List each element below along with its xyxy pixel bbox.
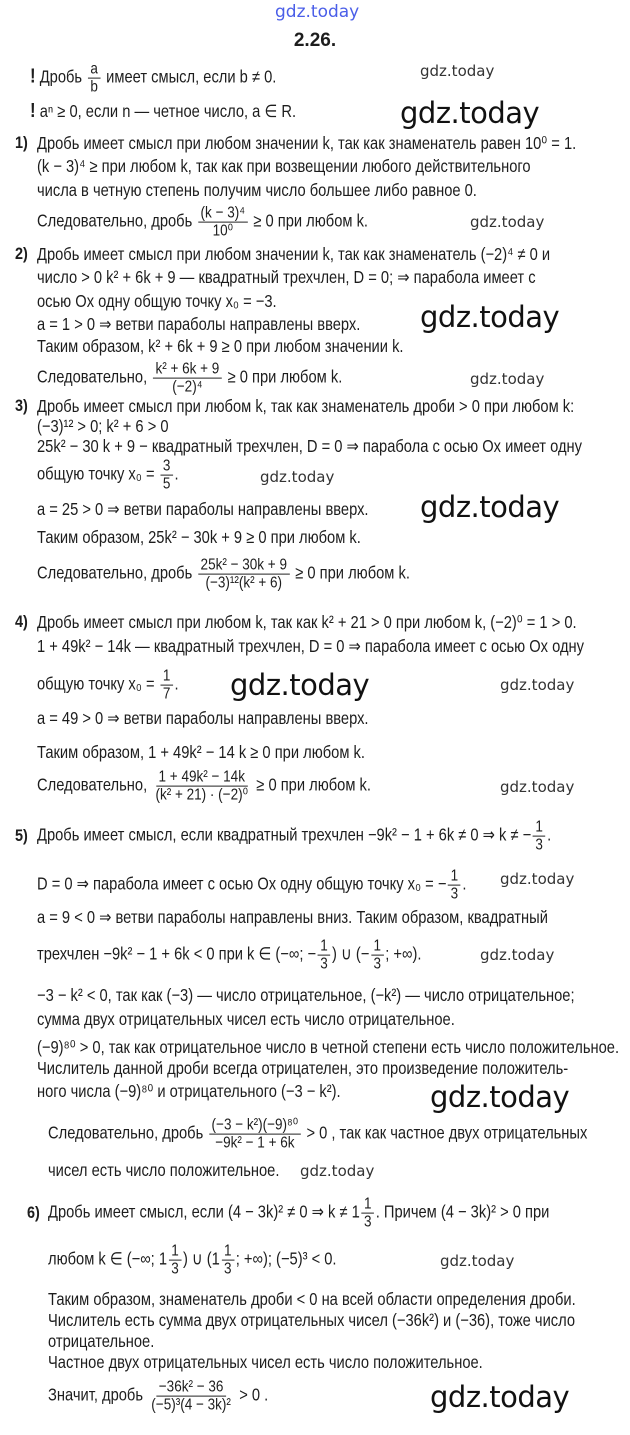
text-line: [37, 267, 536, 287]
text-line: [37, 499, 369, 519]
numerator: 3: [160, 458, 173, 476]
text-segment: Дробь имеет смысл при любом значении k, так как знаменатель равен 10⁰ = 1.: [37, 133, 577, 153]
numerator: (k − 3)⁴: [198, 205, 248, 223]
denominator: (−2)⁴: [172, 377, 203, 396]
item-number: 1): [15, 133, 28, 152]
text-line: [37, 1009, 455, 1029]
text-segment: > 0 , так как частное двух отрицательных: [302, 1122, 588, 1143]
text-line: [48, 1379, 268, 1414]
text-line: [37, 314, 360, 334]
text-segment: ≥ 0 при любом k.: [223, 366, 343, 387]
text-line: [48, 1196, 549, 1231]
text-segment: ≥ 0 при любом k.: [291, 562, 410, 583]
text-line: [48, 1352, 483, 1372]
text-segment: Дробь имеет смысл при любом значении k, так как знаменатель (−2)⁴ ≠ 0 и: [37, 244, 551, 264]
denominator: 10⁰: [212, 221, 234, 240]
numerator: 1: [448, 868, 461, 886]
fraction: [153, 361, 222, 396]
item-number: 5): [15, 826, 28, 845]
text-line: [37, 612, 577, 632]
numerator: 1: [318, 938, 331, 956]
denominator: −9k² − 1 + 6k: [215, 1133, 295, 1152]
watermark: gdz.today: [500, 778, 575, 796]
text-line: [37, 708, 369, 728]
numerator: k² + 6k + 9: [153, 361, 222, 379]
text-line: [37, 938, 421, 973]
text-segment: (k − 3)⁴ ≥ при любом k, так как при возвещении любого действительного: [37, 156, 531, 176]
denominator: 3: [171, 1259, 179, 1278]
watermark: gdz.today: [430, 1380, 570, 1414]
fraction: [149, 1379, 234, 1414]
text-line: [37, 1037, 619, 1057]
numerator: 1 + 49k² − 14k: [156, 769, 247, 787]
fraction: [198, 557, 289, 592]
text-line: [37, 133, 576, 153]
text-segment: ≥ 0 при любом k.: [249, 210, 369, 231]
text-segment: общую точку x₀ =: [37, 673, 159, 694]
text-segment: (−3)¹² > 0; k² + 6 > 0: [37, 416, 169, 436]
text-line: [37, 416, 169, 436]
denominator: 3: [450, 884, 459, 903]
item-number: 3): [15, 396, 28, 415]
text-segment: сумма двух отрицательных чисел есть число отрицательное.: [37, 1009, 455, 1029]
text-segment: Следовательно,: [37, 774, 152, 795]
watermark-top: gdz.today: [275, 2, 360, 22]
text-segment: ; +∞); (−5)³ < 0.: [235, 1248, 337, 1269]
text-line: [37, 907, 548, 927]
text-line: [37, 361, 342, 396]
watermark: gdz.today: [470, 213, 545, 231]
text-segment: (−9)⁸⁰ > 0, так как отрицательное число в четной степени есть число положительное.: [37, 1037, 620, 1057]
watermark: gdz.today: [230, 668, 370, 702]
denominator: 5: [162, 474, 171, 493]
text-line: [37, 985, 575, 1005]
text-line: [37, 436, 582, 456]
numerator: 1: [169, 1243, 182, 1261]
text-segment: .: [547, 824, 552, 845]
text-segment: 25k² − 30 k + 9 − квадратный трехчлен, D = 0 ⇒ парабола с осью Ox имеет одну: [37, 436, 582, 456]
text-segment: общую точку x₀ =: [37, 463, 159, 484]
text-line: [37, 205, 368, 240]
numerator: 1: [222, 1243, 235, 1261]
watermark: gdz.today: [440, 1252, 515, 1270]
text-line: [37, 180, 477, 200]
text-segment: a = 25 > 0 ⇒ ветви параболы направлены вверх.: [37, 499, 369, 519]
fraction: [198, 205, 248, 240]
fraction: [160, 458, 173, 493]
watermark: gdz.today: [400, 96, 540, 130]
text-segment: Следовательно, дробь: [37, 562, 197, 583]
numerator: (−3 − k²)(−9)⁸⁰: [209, 1117, 301, 1135]
text-line: [37, 1081, 341, 1101]
text-line: [37, 244, 550, 264]
fraction: [209, 1117, 301, 1152]
text-segment: . Причем (4 − 3k)² > 0 при: [375, 1201, 550, 1222]
exclamation-icon: !: [30, 100, 36, 122]
text-segment: Числитель данной дроби всегда отрицателен, это произведение положитель-: [37, 1058, 569, 1078]
fraction: [371, 938, 384, 973]
text-segment: числа в четную степень получим число большее либо равное 0.: [37, 180, 477, 200]
fraction: [153, 769, 251, 804]
text-segment: Следовательно,: [37, 366, 152, 387]
text-segment: Дробь имеет смысл при любом k, так как знаменатель дроби > 0 при любом k:: [37, 396, 575, 416]
text-segment: отрицательное.: [48, 1331, 155, 1351]
denominator: 3: [535, 835, 543, 854]
text-line: [37, 527, 361, 547]
numerator: 1: [371, 938, 384, 956]
text-segment: ного числа (−9)⁸⁰ и отрицательного (−3 − k²).: [37, 1081, 341, 1101]
text-segment: имеет смысл, если b ≠ 0.: [102, 66, 277, 87]
text-line: [37, 868, 466, 903]
watermark: gdz.today: [300, 1162, 375, 1180]
text-segment: Дробь имеет смысл, если (4 − 3k)² ≠ 0 ⇒ k ≠ 1: [48, 1201, 360, 1222]
text-segment: трехчлен −9k² − 1 + 6k < 0 при k ∈ (−∞; −: [37, 943, 317, 964]
item-number: 2): [15, 244, 28, 263]
text-line: [37, 668, 179, 703]
watermark: gdz.today: [420, 490, 560, 524]
text-line: [30, 101, 296, 121]
fraction: [318, 938, 331, 973]
text-line: [37, 291, 277, 311]
fraction: [88, 61, 101, 96]
text-segment: a = 9 < 0 ⇒ ветви параболы направлены вниз. Таким образом, квадратный: [37, 907, 548, 927]
text-segment: любом k ∈ (−∞; 1: [48, 1248, 168, 1269]
text-segment: Частное двух отрицательных чисел есть число положительное.: [48, 1352, 483, 1372]
exclamation-icon: !: [30, 65, 36, 88]
watermark: gdz.today: [420, 300, 560, 334]
text-line: [48, 1243, 337, 1278]
text-line: [37, 336, 404, 356]
fraction: [160, 668, 173, 703]
text-segment: .: [462, 873, 467, 894]
text-line: [48, 1117, 587, 1152]
text-line: [37, 636, 584, 656]
text-segment: Числитель есть сумма двух отрицательных чисел (−36k²) и (−36), тоже число: [48, 1310, 576, 1330]
text-segment: Таким образом, знаменатель дроби < 0 на всей области определения дроби.: [48, 1289, 576, 1309]
text-segment: .: [174, 463, 179, 484]
text-line: [37, 557, 410, 592]
item-number: 6): [27, 1203, 40, 1222]
fraction: [169, 1243, 182, 1278]
text-segment: ≥ 0 при любом k.: [252, 774, 371, 795]
numerator: 1: [361, 1196, 374, 1214]
watermark: gdz.today: [500, 870, 575, 888]
text-segment: осью Ox одну общую точку x₀ = −3.: [37, 291, 277, 311]
fraction: [361, 1196, 374, 1231]
text-line: [37, 769, 371, 804]
text-segment: Таким образом, 25k² − 30k + 9 ≥ 0 при любом k.: [37, 527, 361, 547]
text-line: [37, 819, 551, 854]
text-segment: ) ∪ (−: [332, 943, 370, 964]
text-segment: число > 0 k² + 6k + 9 — квадратный трехчлен, D = 0; ⇒ парабола имеет с: [37, 267, 536, 287]
text-line: [48, 1289, 576, 1309]
text-line: [48, 1160, 279, 1180]
text-segment: .: [174, 673, 179, 694]
text-line: [48, 1331, 154, 1351]
text-segment: Дробь: [35, 66, 87, 87]
text-segment: ) ∪ (1: [182, 1248, 220, 1269]
denominator: 3: [320, 954, 328, 973]
watermark: gdz.today: [470, 370, 545, 388]
text-segment: > 0 .: [235, 1384, 269, 1405]
denominator: 3: [373, 954, 382, 973]
text-line: [37, 1058, 568, 1078]
text-segment: 1 + 49k² − 14k — квадратный трехчлен, D = 0 ⇒ парабола имеет с осью Ox одну: [37, 636, 585, 656]
text-segment: −3 − k² < 0, так как (−3) — число отрицательное, (−k²) — число отрицательное;: [37, 985, 575, 1005]
numerator: 25k² − 30k + 9: [198, 557, 289, 575]
text-segment: Таким образом, k² + 6k + 9 ≥ 0 при любом значении k.: [37, 336, 404, 356]
watermark: gdz.today: [480, 946, 555, 964]
denominator: 3: [363, 1212, 372, 1231]
text-segment: Следовательно, дробь: [37, 210, 197, 231]
text-segment: чисел есть число положительное.: [48, 1160, 280, 1180]
watermark: gdz.today: [430, 1080, 570, 1114]
text-line: [37, 396, 574, 416]
numerator: 1: [533, 819, 546, 837]
denominator: b: [90, 77, 98, 96]
text-segment: ; +∞).: [385, 943, 422, 964]
fraction: [448, 868, 461, 903]
text-segment: D = 0 ⇒ парабола имеет с осью Ox одну общую точку x₀ = −: [37, 873, 447, 894]
text-segment: Значит, дробь: [48, 1384, 148, 1405]
text-segment: a = 49 > 0 ⇒ ветви параболы направлены вверх.: [37, 708, 369, 728]
text-segment: a = 1 > 0 ⇒ ветви параболы направлены вверх.: [37, 314, 361, 334]
denominator: (k² + 21) · (−2)⁰: [155, 785, 249, 804]
watermark: gdz.today: [500, 676, 575, 694]
item-number: 4): [15, 612, 28, 631]
numerator: −36k² − 36: [156, 1379, 226, 1397]
text-line: [37, 156, 531, 176]
text-line: [37, 742, 365, 762]
numerator: 1: [160, 668, 173, 686]
text-line: [30, 61, 276, 96]
text-segment: Таким образом, 1 + 49k² − 14 k ≥ 0 при любом k.: [37, 742, 365, 762]
denominator: (−3)¹²(k² + 6): [205, 573, 283, 592]
watermark: gdz.today: [420, 62, 495, 80]
watermark: gdz.today: [260, 468, 335, 486]
numerator: a: [88, 61, 101, 79]
denominator: (−5)³(4 − 3k)²: [151, 1395, 231, 1414]
text-segment: Дробь имеет смысл, если квадратный трехчлен −9k² − 1 + 6k ≠ 0 ⇒ k ≠ −: [37, 824, 532, 845]
text-line: [48, 1310, 575, 1330]
fraction: [222, 1243, 235, 1278]
text-segment: Следовательно, дробь: [48, 1122, 208, 1143]
fraction: [533, 819, 546, 854]
problem-number: 2.26.: [293, 30, 337, 51]
text-segment: Дробь имеет смысл при любом k, так как k² + 21 > 0 при любом k, (−2)⁰ = 1 > 0.: [37, 612, 577, 632]
text-line: [37, 458, 179, 493]
denominator: 7: [162, 684, 171, 703]
denominator: 3: [224, 1259, 232, 1278]
text-segment: aⁿ ≥ 0, если n — четное число, a ∈ R.: [35, 101, 297, 121]
